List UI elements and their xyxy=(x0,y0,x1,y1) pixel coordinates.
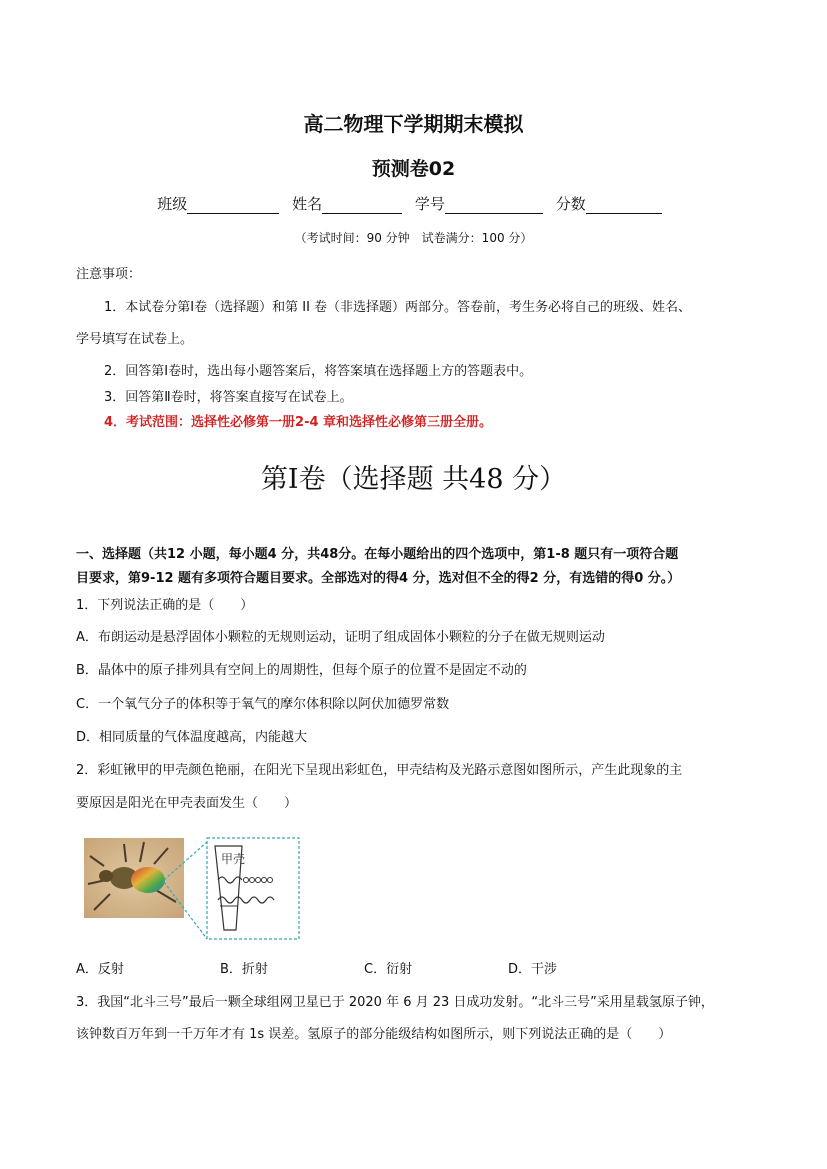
q2-stem-line2: 要原因是阳光在甲壳表面发生（ ） xyxy=(76,796,298,811)
section-title: 第Ⅰ卷（选择题 共48 分） xyxy=(260,464,567,495)
name-label: 姓名 xyxy=(292,195,323,213)
note-item-4: 4．考试范围：选择性必修第一册2-4 章和选择性必修第三册全册。 xyxy=(104,415,493,430)
q3-stem-line1: 3．我国“北斗三号”最后一颗全球组网卫星已于 2020 年 6 月 23 日成功发射。“北斗三号”采用星载氢原子钟， xyxy=(76,995,714,1010)
score-blank[interactable] xyxy=(586,199,662,214)
notes-heading: 注意事项： xyxy=(76,267,142,282)
q1-stem: 1．下列说法正确的是（ ） xyxy=(76,598,254,613)
q3-stem-line2: 该钟数百万年到一千万年才有 1s 误差。氢原子的部分能级结构如图所示，则下列说法正确的是（ ） xyxy=(76,1027,672,1042)
name-blank[interactable] xyxy=(322,199,402,214)
note-item-3: 3．回答第Ⅱ卷时，将答案直接写在试卷上。 xyxy=(104,390,353,405)
class-blank[interactable] xyxy=(187,199,279,214)
student-info-line xyxy=(0,193,827,214)
q2-option-a: A．反射 xyxy=(76,962,124,977)
score-label: 分数 xyxy=(555,195,586,213)
part1-instructions-line1: 一、选择题（共12 小题，每小题4 分，共48分。在每小题给出的四个选项中，第1-8 题只有一项符合题 xyxy=(76,547,679,562)
q2-figure xyxy=(84,836,304,942)
exam-info: （考试时间：90 分钟 试卷满分：100 分） xyxy=(294,231,533,245)
q2-option-b: B．折射 xyxy=(220,962,268,977)
q2-option-c: C．衍射 xyxy=(364,962,413,977)
number-label: 学号 xyxy=(414,195,445,213)
part1-instructions-line2: 目要求，第9-12 题有多项符合题目要求。全部选对的得4 分，选对但不全的得2 分，有选错的得0 分。） xyxy=(76,571,681,586)
page-subtitle: 预测卷02 xyxy=(371,158,456,180)
class-label: 班级 xyxy=(157,195,188,213)
number-blank[interactable] xyxy=(445,199,543,214)
shell-label: 甲壳 xyxy=(221,852,246,866)
shell-diagram xyxy=(164,838,299,939)
note-item-2: 2．回答第Ⅰ卷时，选出每小题答案后，将答案填在选择题上方的答题表中。 xyxy=(104,364,533,379)
q2-stem-line1: 2．彩虹锹甲的甲壳颜色艳丽，在阳光下呈现出彩虹色，甲壳结构及光路示意图如图所示，产生此现象的主 xyxy=(76,763,683,778)
q2-option-d: D．干涉 xyxy=(508,962,558,977)
q1-option-d: D．相同质量的气体温度越高，内能越大 xyxy=(76,730,308,745)
q1-option-b: B．晶体中的原子排列具有空间上的周期性，但每个原子的位置不是固定不动的 xyxy=(76,663,527,678)
q1-option-a: A．布朗运动是悬浮固体小颗粒的无规则运动，证明了组成固体小颗粒的分子在做无规则运动 xyxy=(76,630,605,645)
note-item-1-line2: 学号填写在试卷上。 xyxy=(76,332,194,347)
note-item-1-line1: 1．本试卷分第Ⅰ卷（选择题）和第 II 卷（非选择题）两部分。答卷前，考生务必将自己的班级、姓名、 xyxy=(104,300,692,315)
beetle-photo xyxy=(84,838,184,918)
q1-option-c: C．一个氧气分子的体积等于氧气的摩尔体积除以阿伏加德罗常数 xyxy=(76,697,450,712)
page-title: 高二物理下学期期末模拟 xyxy=(303,112,524,136)
